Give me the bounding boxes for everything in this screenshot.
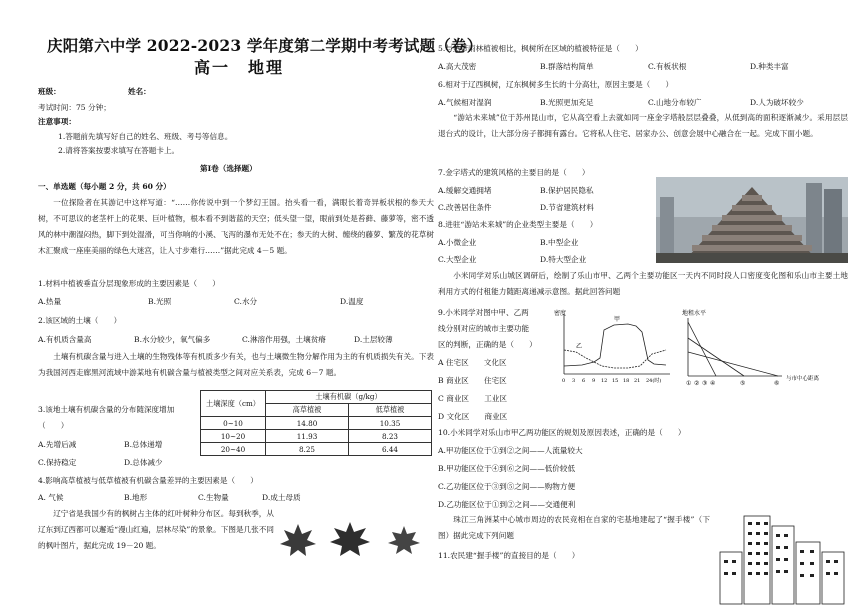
rent-line-2 <box>688 338 744 376</box>
q11-stem: 11.农民建“握手楼”的直接目的是（ ） <box>438 551 580 560</box>
q5-option-d[interactable]: D.种类丰富 <box>750 62 789 71</box>
exam-title: 庆阳第六中学 2022-2023 学年度第二学期中考考试题（卷） <box>47 36 483 55</box>
soil-carbon-table <box>200 390 432 456</box>
passage-6: 珠江三角洲某中心城市周边的农民竞相在自家的宅基地建起了“握手楼”（下图）据此完成下列问题 <box>438 515 710 540</box>
q9-stem-line1: 9.小米同学对图中甲、乙两 <box>438 308 529 317</box>
section-heading: 一、单选题（每小题 2 分，共 60 分） <box>38 182 171 191</box>
tick-label: ⑥ <box>774 380 780 387</box>
q6-option-c[interactable]: C.山地分布较广 <box>648 98 702 107</box>
table-header-carbon: 土壤有机碳（g/kg） <box>266 391 432 404</box>
q8-option-d[interactable]: D.特大型企业 <box>540 255 587 264</box>
q7-option-a[interactable]: A.缓解交通拥堵 <box>438 186 492 195</box>
q10-stem: 10.小米同学对乐山市甲乙两功能区的规划及原因表述，正确的是（ ） <box>438 428 686 437</box>
density-chart <box>554 308 674 390</box>
series-jia-label: 甲 <box>614 316 621 323</box>
q8-stem: 8.进驻“游站未来城”的企业类型主要是（ ） <box>438 220 598 229</box>
table-cell: 6.44 <box>348 443 431 456</box>
q6-option-b[interactable]: B.光照更加充足 <box>540 98 594 107</box>
tick-label: 6 <box>582 378 586 384</box>
q9-option-d[interactable]: D 文化区 商业区 <box>438 412 508 421</box>
maple-leaf-icon <box>280 524 316 556</box>
exam-subtitle: 高一 地理 <box>194 58 285 77</box>
class-label: 班级： <box>38 87 61 96</box>
q9-stem-line3: 区的判断，正确的是（ ） <box>438 340 537 349</box>
table-header-high-grass: 高草植被 <box>266 404 349 417</box>
notes-label: 注意事项： <box>38 117 76 126</box>
q8-option-a[interactable]: A.小微企业 <box>438 238 477 247</box>
tick-label: ③ <box>702 380 708 387</box>
q7-option-c[interactable]: C.改善居住条件 <box>438 203 492 212</box>
q9-option-a[interactable]: A 住宅区 文化区 <box>438 358 507 367</box>
q4-option-c[interactable]: C.生物量 <box>198 493 229 502</box>
q8-option-c[interactable]: C.大型企业 <box>438 255 477 264</box>
table-cell: 8.23 <box>348 430 431 443</box>
tick-label: 15 <box>612 378 619 384</box>
rent-xticks <box>686 380 779 387</box>
q5-stem: 5.与热带雨林植被相比，枫树所在区域的植被特征是（ ） <box>438 44 643 53</box>
q7-stem: 7.金字塔式的建筑风格的主要目的是（ ） <box>438 168 590 177</box>
passage-1: 一位探险者在其游记中这样写道：“……你传说中到一个梦幻王国。抬头看一看，满眼长着奇异板状根的参天大树，不可思议的老茎杆上的花果、巨叶植物，根本看不到谐蓝的天空；低头望一望，眼前到处是苔藓、藤萝等，密不透风的林中潮湿闷热，脚下到处湿滑，可当你响的小溪、飞泻的瀑布无处不在；参天的大树、缠绕的藤萝、繁茂的花草树木汇聚成一座座美丽的绿色大迷宫，让人寸步难行……”据此完成 4－5 题。 <box>38 198 434 255</box>
tick-label: ① <box>686 380 692 387</box>
tick-label: ⑤ <box>740 380 746 387</box>
q2-option-a[interactable]: A.有机质含量高 <box>38 335 92 344</box>
q1-option-a[interactable]: A.热量 <box>38 297 62 306</box>
table-row <box>201 417 432 430</box>
q10-option-a[interactable]: A.甲功能区位于①到②之间——人流量较大 <box>438 446 583 455</box>
q10-option-b[interactable]: B.甲功能区位于④到⑥之间——低价较低 <box>438 464 576 473</box>
q5-option-a[interactable]: A.高大茂密 <box>438 62 477 71</box>
q4-option-a[interactable]: A. 气候 <box>38 493 64 502</box>
pyramid-building-photo <box>656 177 848 263</box>
maple-leaf-icon <box>330 522 370 556</box>
q1-option-d[interactable]: D.温度 <box>340 297 364 306</box>
volume-heading: 第Ⅰ卷（选择题） <box>200 164 257 173</box>
table-cell: 10.35 <box>348 417 431 430</box>
q6-option-d[interactable]: D.人为破坏较少 <box>750 98 804 107</box>
q9-stem-line2: 线分别对应的城市主要功能 <box>438 324 530 333</box>
tick-label: ④ <box>710 380 716 387</box>
series-yi-label: 乙 <box>576 343 583 350</box>
passage-5: 小米同学对乐山城区调研后，绘制了乐山市甲、乙两个主要功能区一天内不同时段人口密度变化图和乐山市主要土地利用方式的付租能力随距离递减示意图。据此回答问题 <box>438 271 848 296</box>
q5-option-c[interactable]: C.有板状根 <box>648 62 687 71</box>
q3-option-d[interactable]: D.总体减少 <box>124 458 163 467</box>
q5-option-b[interactable]: B.群落结构简单 <box>540 62 594 71</box>
q4-option-d[interactable]: D.成土母质 <box>262 493 301 502</box>
q10-option-c[interactable]: C.乙功能区位于③到⑤之间——购物方便 <box>438 482 576 491</box>
tick-label: 9 <box>592 378 596 384</box>
q7-option-b[interactable]: B.保护居民隐私 <box>540 186 594 195</box>
table-row <box>201 443 432 456</box>
q10-option-d[interactable]: D.乙功能区位于①到②之间——交通便利 <box>438 500 576 509</box>
q2-option-c[interactable]: C.淋溶作用强，土壤贫瘠 <box>242 335 326 344</box>
q2-option-d[interactable]: D.土层较薄 <box>354 335 393 344</box>
table-cell: 11.93 <box>266 430 349 443</box>
table-header-depth: 土壤深度（cm） <box>201 391 266 417</box>
q3-option-a[interactable]: A.先增后减 <box>38 440 77 449</box>
q3-stem-paren: （ ） <box>38 421 69 430</box>
table-row <box>201 430 432 443</box>
table-cell: 20~40 <box>201 443 266 456</box>
tick-label: 18 <box>623 378 630 384</box>
table-header-low-grass: 低草植被 <box>348 404 431 417</box>
q9-option-c[interactable]: C 商业区 工业区 <box>438 394 507 403</box>
rent-line-3 <box>688 352 778 376</box>
table-cell: 0~10 <box>201 417 266 430</box>
tick-label: 3 <box>572 378 576 384</box>
table-cell: 8.25 <box>266 443 349 456</box>
q2-stem: 2.该区域的土壤（ ） <box>38 316 122 325</box>
q7-option-d[interactable]: D.节省建筑材料 <box>540 203 594 212</box>
q3-option-c[interactable]: C.保持稳定 <box>38 458 77 467</box>
q6-stem: 6.相对于辽西枫树，辽东枫树多生长的十分高壮，原因主要是（ ） <box>438 80 674 89</box>
q3-stem: 3.该地土壤有机碳含量的分布随深度增加 <box>38 405 175 414</box>
maple-leaf-icon <box>388 526 420 554</box>
passage-4: “游站未来城”位于苏州昆山市，它从高空看上去就如同一座金字塔般层层叠叠，从低到高的面积逐渐减少。采用层层退台式的设计，让大部分房子都拥有露台。它将私人住宅、居家办公、创意会展中心融合在一起。完成下面小题。 <box>438 113 848 138</box>
tick-label: 24(时) <box>646 378 662 384</box>
q2-option-b[interactable]: B.水分较少，氧气偏多 <box>134 335 211 344</box>
q4-stem: 4.影响高草植被与低草植被有机碳含量差异的主要因素是（ ） <box>38 476 258 485</box>
exam-time: 考试时间：75 分钟； <box>38 103 111 112</box>
maple-leaf-images <box>278 520 434 560</box>
tick-label: ② <box>694 380 700 387</box>
note-1: 1.答题前先填写好自己的姓名、班级、考号等信息。 <box>58 132 233 141</box>
density-xticks <box>562 377 661 384</box>
q9-option-b[interactable]: B 商业区 住宅区 <box>438 376 507 385</box>
q4-option-b[interactable]: B.地形 <box>124 493 148 502</box>
rent-xlabel: 与市中心距离 <box>786 376 820 382</box>
rent-chart <box>682 308 848 390</box>
rent-ylabel: 地租水平 <box>682 310 707 317</box>
q3-option-b[interactable]: B.总体递增 <box>124 440 163 449</box>
note-2: 2.请将答案按要求填写在答题卡上。 <box>58 146 180 155</box>
table-cell: 10~20 <box>201 430 266 443</box>
tick-label: 0 <box>562 378 566 384</box>
name-label: 姓名： <box>128 87 151 96</box>
q1-option-b[interactable]: B.光照 <box>148 297 172 306</box>
q1-option-c[interactable]: C.水分 <box>234 297 258 306</box>
rent-line-1 <box>688 322 716 376</box>
tick-label: 12 <box>601 378 608 384</box>
q6-option-a[interactable]: A.气候相对湿润 <box>438 98 492 107</box>
passage-2: 土壤有机碳含量与进入土壤的生物残体等有机质多少有关，也与土壤微生物分解作用为主的有机质损失有关。下表为我国河西走廊黑河流域中游某地有机碳含量与植被类型之间对应关系表，完成 6－7 题。 <box>38 352 434 377</box>
density-ylabel: 密度 <box>554 310 567 317</box>
q8-option-b[interactable]: B.中型企业 <box>540 238 579 247</box>
tick-label: 21 <box>634 378 641 384</box>
handshake-buildings-drawing <box>714 512 848 606</box>
q1-stem: 1.材料中植被垂直分层现象形成的主要因素是（ ） <box>38 279 220 288</box>
passage-3: 辽宁省是我国少有的枫树占主体的红叶树种分布区。每到秋季，从辽东到辽西都可以邂逅“漫山红遍，层林尽染”的景象。下图是几张不同的枫叶图片，据此完成 19－20 题。 <box>38 509 274 550</box>
table-cell: 14.80 <box>266 417 349 430</box>
